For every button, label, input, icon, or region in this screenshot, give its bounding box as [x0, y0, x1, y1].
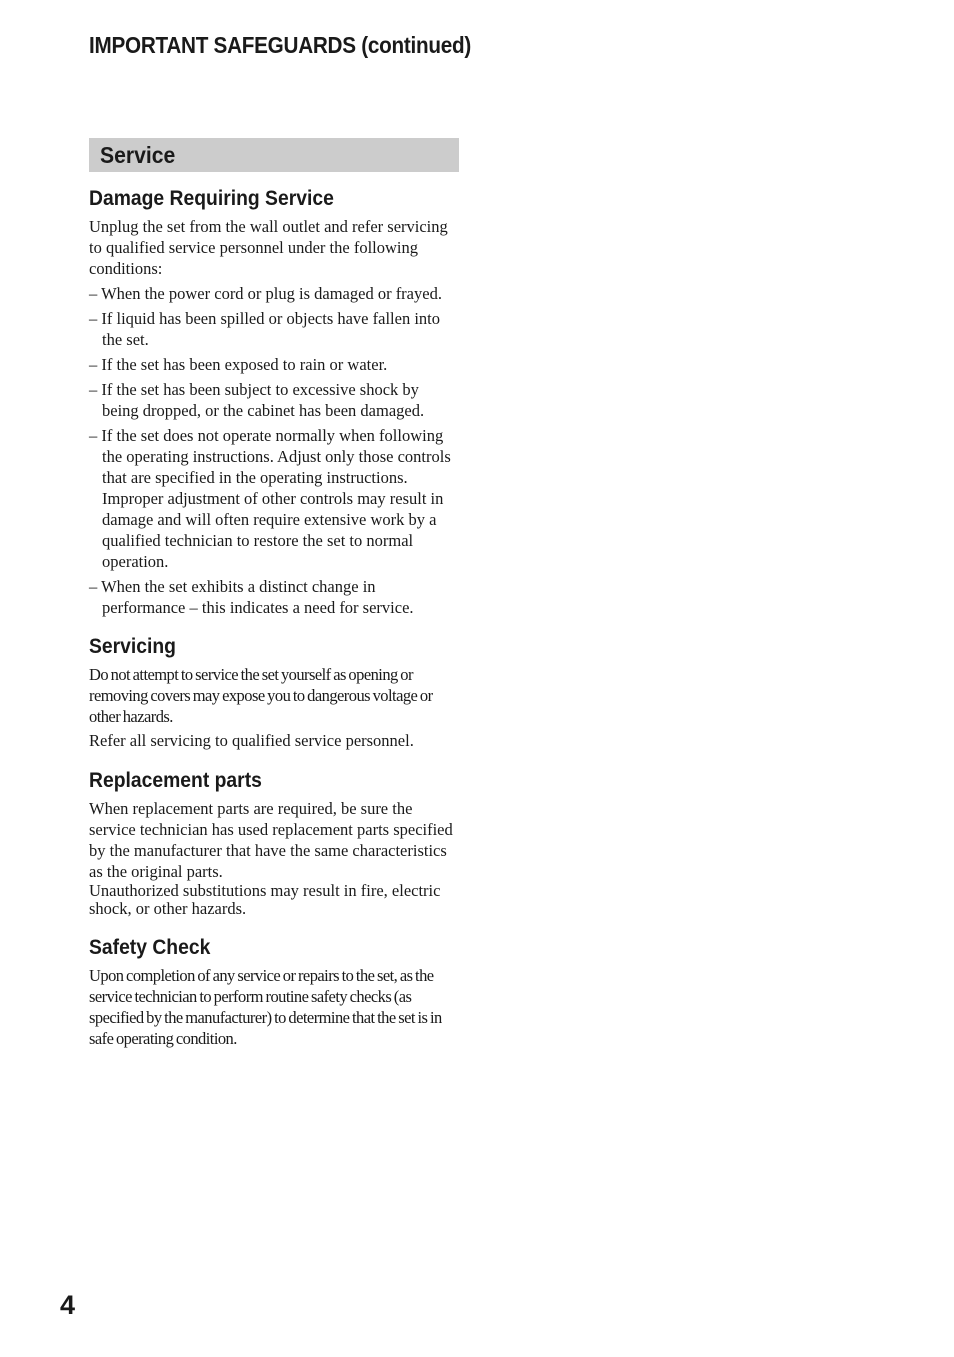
damage-intro: Unplug the set from the wall outlet and refer servicing to qualified service personnel under the following conditions:	[89, 217, 448, 278]
list-item: – If the set has been exposed to rain or water.	[89, 355, 388, 374]
list-item: – If the set has been subject to excessive shock by being dropped, or the cabinet has been damaged.	[89, 380, 425, 420]
safety-check-paragraph: Upon completion of any service or repairs to the set, as the service technician to perform routine safety checks (as specified by the manufacturer) to determine that the set is in safe operating condition.	[89, 966, 442, 1048]
list-item: – When the power cord or plug is damaged or frayed.	[89, 284, 442, 303]
section-title-bar	[89, 138, 459, 172]
list-item: – If liquid has been spilled or objects have fallen into the set.	[89, 309, 440, 349]
section-title: Service	[100, 141, 176, 168]
servicing-refer-paragraph: Refer all servicing to qualified service personnel.	[89, 731, 414, 750]
replacement-paragraph: When replacement parts are required, be sure the service technician has used replacement parts specified by the manufacturer that have the same characteristics as the original parts.	[89, 799, 453, 881]
servicing-paragraph: Do not attempt to service the set yourself as opening or removing covers may expose you to dangerous voltage or other hazards.	[89, 665, 433, 726]
page-header: IMPORTANT SAFEGUARDS (continued)	[89, 32, 471, 58]
page-number: 4	[60, 1290, 76, 1320]
service-column	[89, 138, 459, 1049]
servicing-heading: Servicing	[89, 635, 176, 658]
safety-check-heading: Safety Check	[89, 936, 211, 959]
replacement-warning-paragraph: Unauthorized substitutions may result in fire, electric shock, or other hazards.	[89, 881, 441, 918]
damage-heading: Damage Requiring Service	[89, 187, 334, 210]
replacement-heading: Replacement parts	[89, 769, 262, 792]
list-item: – If the set does not operate normally when following the operating instructions. Adjust only those controls that are specified in the operating instructions. Improper adjustment of other controls may result in damage and will often require extensive work by a qualified technician to restore the set to normal operation.	[89, 426, 451, 571]
list-item: – When the set exhibits a distinct change in performance – this indicates a need for service.	[89, 577, 414, 617]
damage-conditions-list	[89, 283, 459, 618]
